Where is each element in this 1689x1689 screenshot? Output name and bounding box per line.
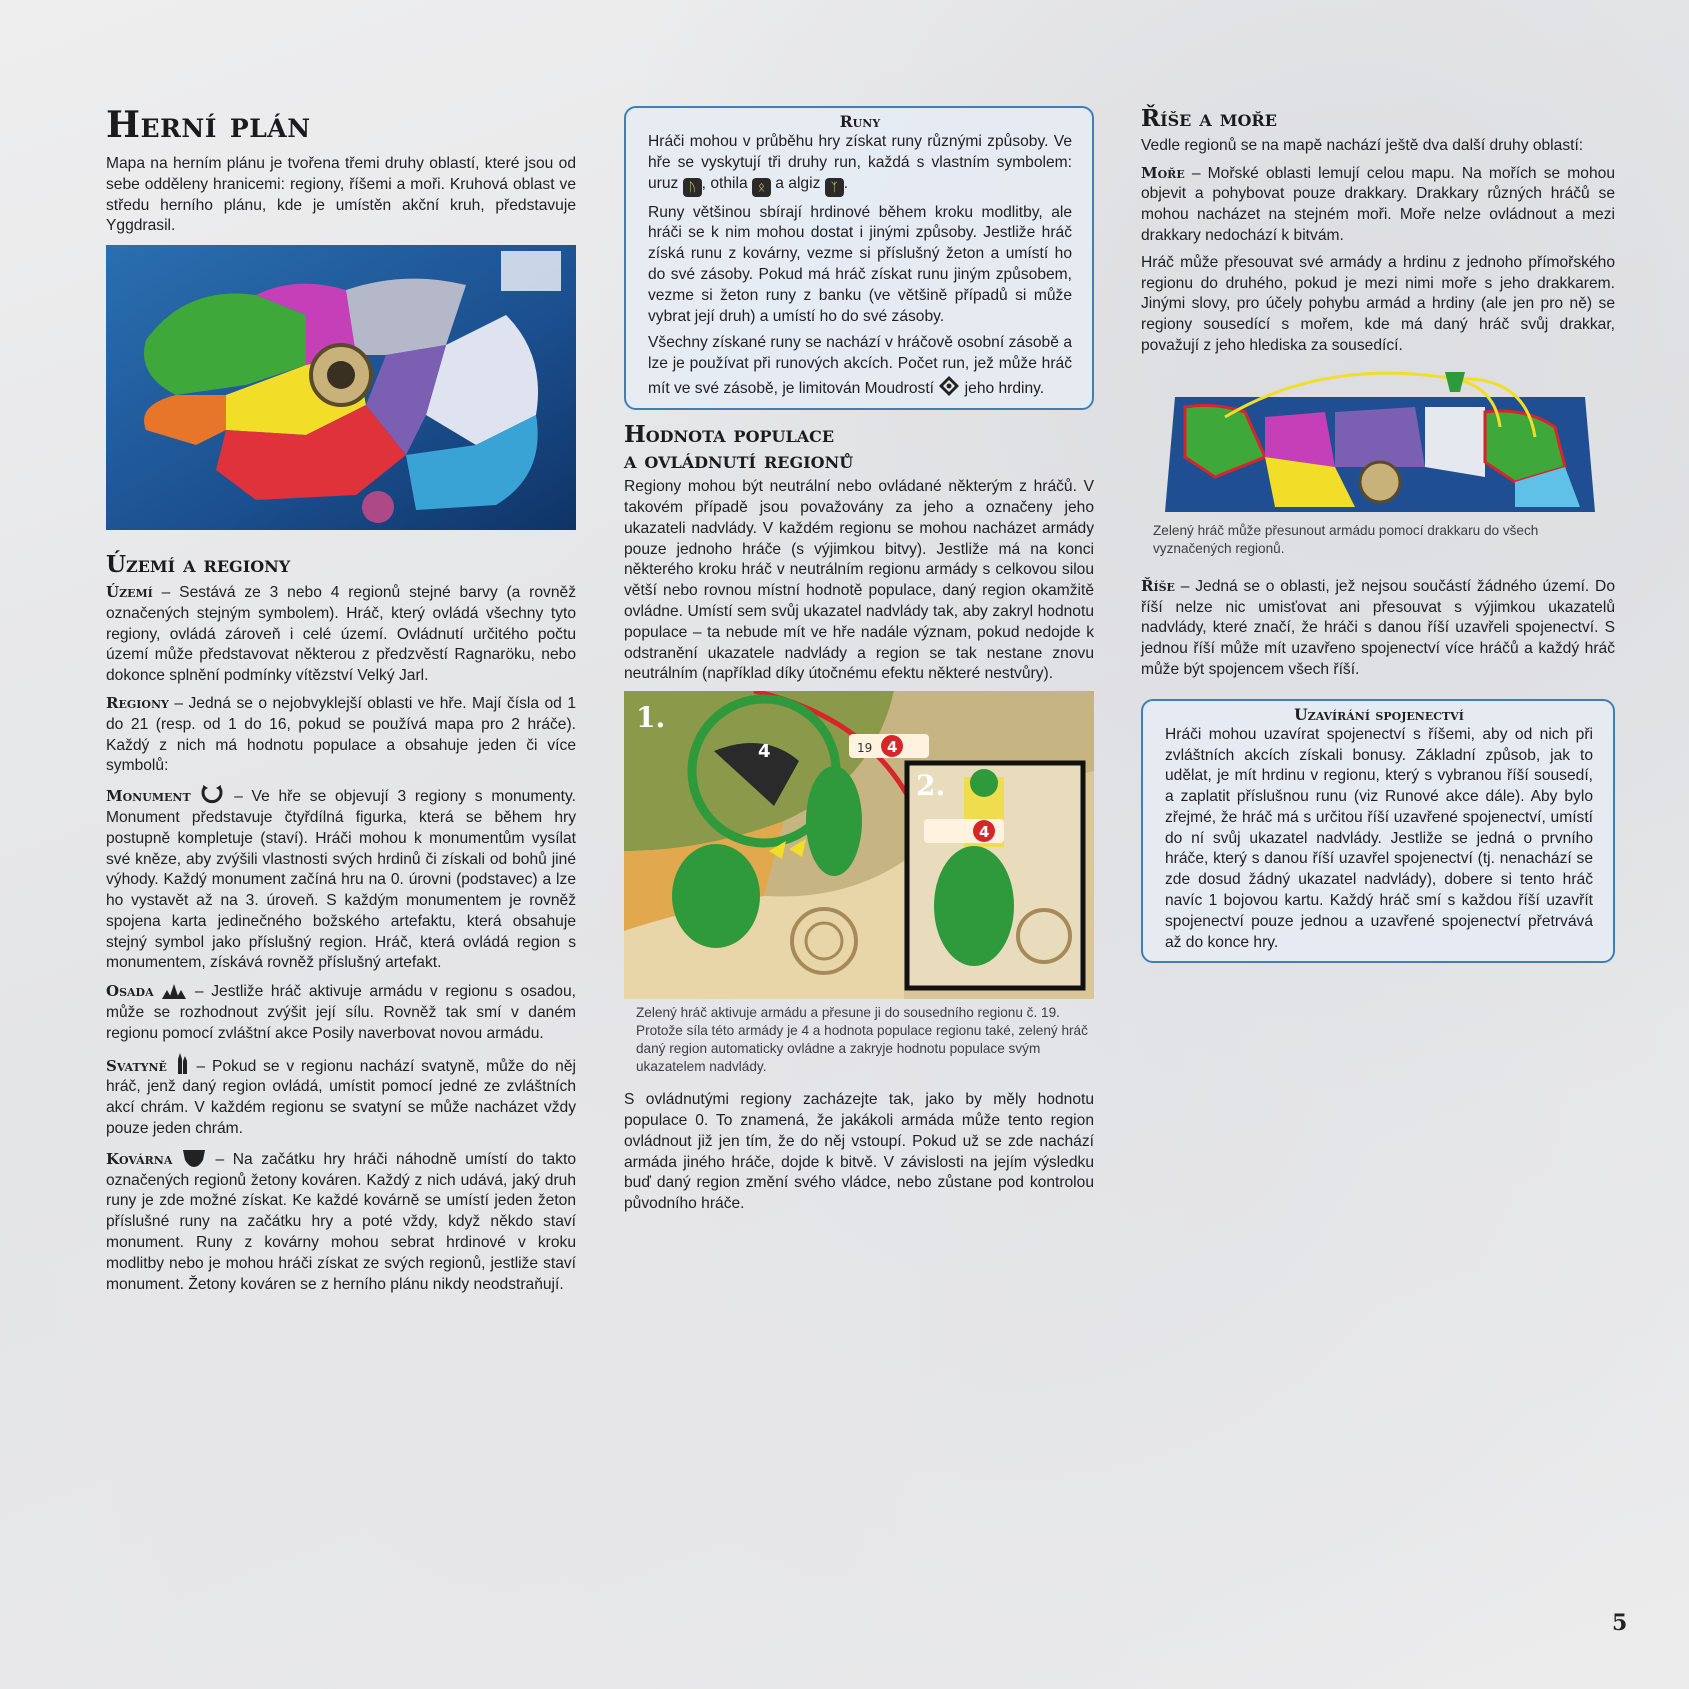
settlement-paragraph: Osada – Jestliže hráč aktivuje armádu v regionu s osadou, může se rozhodnout zvýšit její sílu. Rovněž tak smí v daném regionu pomocí zvláštní akce Posily naverbovat novou armádu. <box>106 982 576 1042</box>
column-middle <box>624 106 1094 1221</box>
runes-paragraph-1: Hráči mohou v průběhu hry získat runy různými způsoby. Ve hře se vyskytují tři druhy run, každá s vlastním symbolem: uruz ᚢ , othila ᛟ a algiz ᛉ . <box>648 132 1072 197</box>
runes-paragraph-3: Všechny získané runy se nachází v hráčově osobní zásobě a lze je používat při runových akcích. Počet run, jež může hráč mít ve své zásobě, je limitován Moudrostí jeho hrdiny. <box>648 334 1072 397</box>
section-title-territories: Území a regiony <box>106 551 291 579</box>
alliances-box-title: Uzavírání spojenectví <box>1294 704 1464 724</box>
uruz-rune-icon: ᚢ <box>683 178 702 197</box>
term-realm: Říše <box>1141 576 1175 595</box>
runes-box <box>624 106 1094 410</box>
section-title-population: Hodnota populace a ovládnutí regionů <box>624 420 854 474</box>
term-territory: Území <box>106 582 153 601</box>
algiz-rune-icon: ᛉ <box>825 178 844 197</box>
population-paragraph: Regiony mohou být neutrální nebo ovládané některým z hráčů. V takovém případě jsou považovány za jeho a označeny jeho ukazateli nadvlády. V každém regionu se mohou nacházet armády pouze jednoho hráče (s výjimkou bitvy). Jestliže má na konci některého kroku hráč v neutrálním regionu armády s celkovou silou větší nebo rovnou místní hodnotě populace, daný region okamžitě ovládne. Umístí sem svůj ukazatel nadvlády tak, aby zakryl hodnotu populace – ta nebude mít ve hře nadále význam, pokud nedojde k odstranění ukazatele nadvlády a region se tak nestane znovu neutrálním (například díky útočnému efektu některé nestvůry). <box>624 478 1094 683</box>
controlled-regions-paragraph: S ovládnutými regiony zacházejte tak, jako by měly hodnotu populace 0. To znamená, že jakákoli armáda může tento region ovládnout již jen tím, že do něj vstoupí. Pokud už se zde nachází armáda jiného hráče, dojde k bitvě. V závislosti na jejím výsledku buď daný region změní svého vládce, nebo zůstane pod kontrolou původního hráče. <box>624 1091 1094 1213</box>
term-monument: Monument <box>106 787 191 806</box>
regions-paragraph: Regiony – Jedná se o nejobvyklejší oblasti ve hře. Mají čísla od 1 do 21 (resp. od 1 do 16, pokud se používá mapa pro 2 hráče). Každý z nich má hodnotu populace a obsahuje jeden či více symbolů: <box>106 693 576 775</box>
alliances-box <box>1141 699 1615 964</box>
term-regions: Regiony <box>106 693 169 712</box>
realm-paragraph: Říše – Jedná se o oblasti, jež nejsou součástí žádného území. Do říší nelze nic umisťovat ani přesouvat s výjimkou ukazatelů nadvlády, které značí, že hráči s danou říší uzavřeli spojenectví. S jednou říší může mít uzavřeno spojenectví více hráčů a každý hráč může být spojencem všech říší. <box>1141 576 1615 678</box>
illus-value-zoom: 4 <box>758 741 771 763</box>
shrine-paragraph: Svatyně – Pokud se v regionu nachází svatyně, může do něj hráč, jenž daný region ovládá, umístit pomocí jedné ze zvláštních akcí chrám. V každém regionu se svatyní se může nacházet vždy pouze jeden chrám. <box>106 1051 576 1140</box>
illus-population-value-2: 4 <box>979 823 990 842</box>
page-number: 5 <box>1612 1610 1628 1636</box>
alliances-paragraph: Hráči mohou uzavírat spojenectví s říšemi, aby od nich při zvláštních akcích získali bonusy. Základní způsob, jak to udělat, je mít hrdinu v regionu, který s vybranou říší sousedí, a zaplatit příslušnou runu (viz Runové akce dále). Aby bylo zřejmé, že hráč má s určitou říší uzavřené spojenectví, umístí do ní svůj ukazatel nadvlády. Jestliže se jedná o prvního hráče, který s danou říší uzavřel spojenectví (tj. nenachází se zde dosud žádný ukazatel nadvlády), dobere si tento hráč navíc 1 bojovou kartu. Každý hráč smí s každou říší uzavřít spojenectví pouze jednou a uzavřené spojenectví přetrvává až do konce hry. <box>1165 725 1593 951</box>
section-title-realms: Říše a moře <box>1141 105 1277 132</box>
runes-paragraph-2: Runy většinou sbírají hrdinové během kroku modlitby, ale hráči se k nim mohou dostat i jinými způsoby. Jestliže hráč získá runu z kovárny, vezme si příslušný žeton a umístí ho do své zásoby. Pokud má hráč získat runu jiným způsobem, vezme si žeton runy z banku (ve většině případů si může vybrat její druh) a umístí ho do své zásoby. <box>648 203 1072 325</box>
sea-movement-paragraph: Hráč může přesouvat své armády a hrdinu z jednoho přímořského regionu do druhého, pokud je mezi nimi moře s jeho drakkarem. Jinými slovy, pro účely pohybu armád a hrdiny (ale jen pro ně) se regiony sousedící s mořem, kde má daný hráč svůj drakkar, považují z jeho hlediska za sousedící. <box>1141 253 1615 354</box>
wisdom-icon <box>938 375 960 397</box>
term-sea: Moře <box>1141 163 1185 182</box>
army-move-caption: Zelený hráč aktivuje armádu a přesune ji do sousedního regionu č. 19. Protože síla této armády je 4 a hodnota populace regionu také, zelený hráč daný region automaticky ovládne a zakryje hodnotu populace svým ukazatelem nadvlády. <box>636 1005 1088 1075</box>
page-title: Herní plán <box>106 104 311 146</box>
othila-rune-icon: ᛟ <box>752 178 771 197</box>
column-right <box>1141 106 1615 963</box>
term-forge: Kovárna <box>106 1149 173 1168</box>
forge-paragraph: Kovárna – Na začátku hry hráči náhodně umístí do takto označených regionů žetony kováren. Každý z nich udává, jaký druh runy je zde možné získat. Ke každé kovárně se umístí jeden žeton příslušné runy na začátku hry a poté vždy, když někdo staví monument. Runy z kovárny mohou sebrat hrdinové v kroku modlitby nebo je mohou hráči získat ze svých regionů, jestliže staví monument. Žetony kováren se z herního plánu nikdy neodstraňují. <box>106 1146 576 1296</box>
drakkar-move-illustration <box>1155 367 1615 517</box>
column-left <box>106 104 576 1301</box>
illus-step-1: 1. <box>636 701 666 735</box>
illus-step-2: 2. <box>916 769 946 803</box>
monument-icon <box>199 783 225 805</box>
illus-region-number: 19 <box>857 741 873 756</box>
term-settlement: Osada <box>106 982 154 1001</box>
shrine-icon <box>174 1051 190 1075</box>
runes-box-title: Runy <box>839 112 881 131</box>
drakkar-caption: Zelený hráč může přesunout armádu pomocí drakkaru do všech vyznačených regionů. <box>1153 522 1539 556</box>
realms-intro: Vedle regionů se na mapě nachází ještě dva další druhy oblastí: <box>1141 136 1584 154</box>
settlement-icon <box>161 980 187 1000</box>
illus-population-value: 4 <box>887 738 898 757</box>
forge-icon <box>181 1146 207 1168</box>
intro-paragraph: Mapa na herním plánu je tvořena třemi druhy oblastí, které jsou od sebe odděleny hranicemi: regiony, říšemi a moři. Kruhová oblast ve středu herního plánu, kde je umístěn akční kruh, představuje Yggdrasil. <box>106 155 576 235</box>
army-move-illustration <box>624 691 1094 999</box>
sea-paragraph: Moře – Mořské oblasti lemují celou mapu. Na mořích se mohou objevit a pohybovat pouze drakkary. Drakkary různých hráčů se mohou nacházet na stejném moři. Moře nelze ovládnout a mezi drakkary nedochází k bitvám. <box>1141 163 1615 244</box>
game-board-map-image <box>106 245 576 530</box>
term-shrine: Svatyně <box>106 1056 167 1075</box>
territory-paragraph: Území – Sestává ze 3 nebo 4 regionů stejné barvy (a rovněž označených stejným symbolem). Hráč, který ovládá všechny tyto regiony, ovládá zároveň i celé území. Ovládnutí určitého počtu území může představovat některou z předzvěstí Ragnaröku, nebo dokonce splnění podmínky vítězství Velký Jarl. <box>106 582 576 685</box>
monument-paragraph: Monument – Ve hře se objevují 3 regiony s monumenty. Monument představuje čtyřdílná figurka, která se během hry postupně kompletuje (staví). Hráči mohou k monumentům vysílat své kněze, aby zvýšili vlastnosti svých hrdinů či získali od bohů jiné výhody. Každý monument začíná hru na 0. úrovni (podstavec) a lze ho vystavět až na 3. úroveň. S každým monumentem je rovněž spojena karta jedinečného božského artefaktu, která obsahuje stejný symbol jako příslušný region. Hráč, která ovládá region s monumentem, získává rovněž příslušný artefakt. <box>106 783 576 974</box>
